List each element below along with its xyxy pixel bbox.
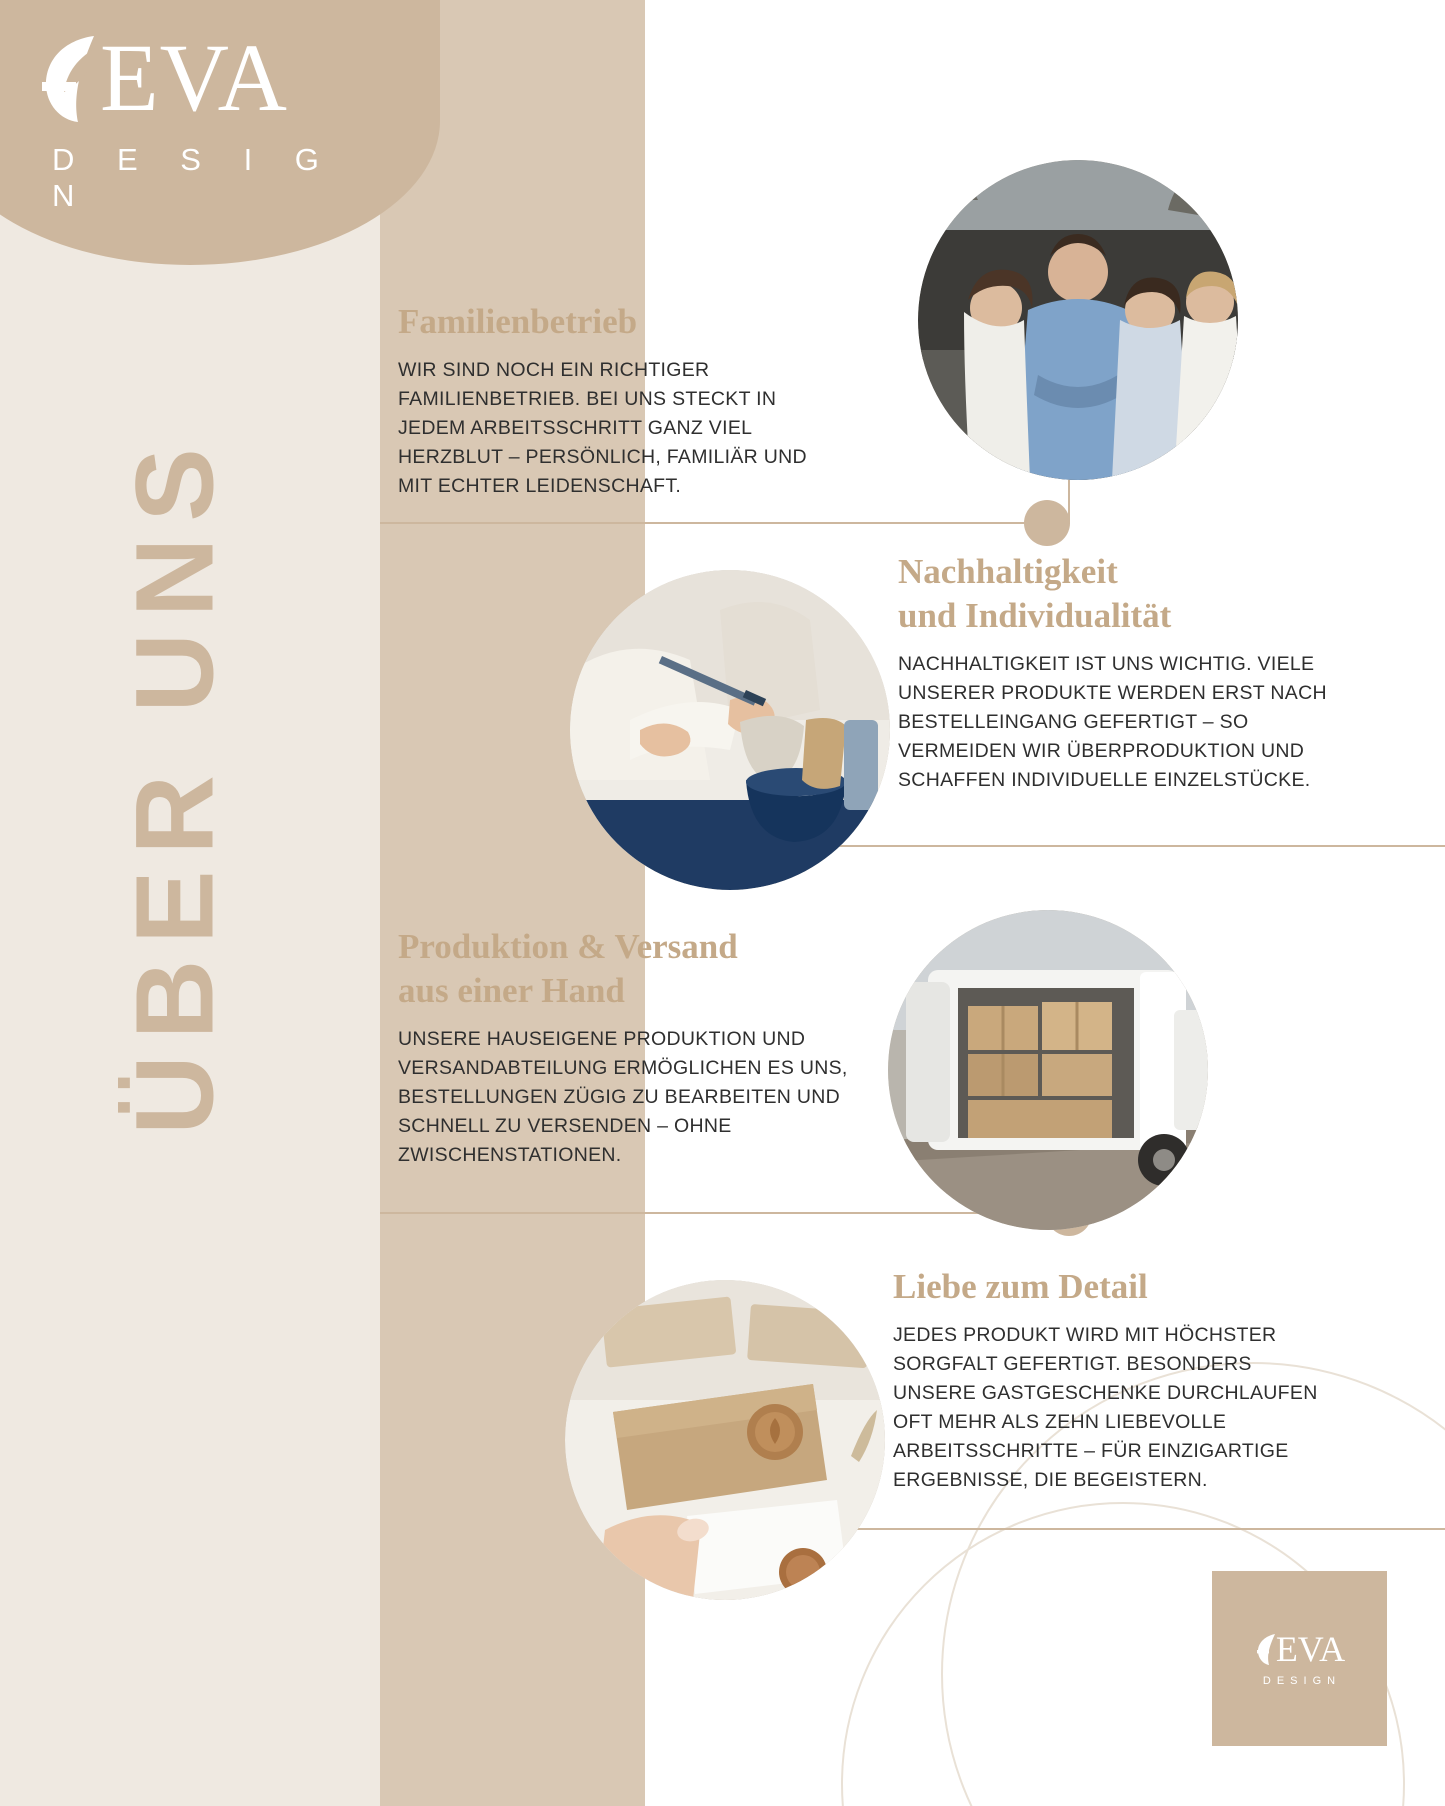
block-title-line-1: Produktion & Versand [398, 927, 738, 966]
footer-logo [1212, 1571, 1387, 1746]
block-liebe-zum-detail [893, 1265, 1323, 1495]
leaf-icon [34, 30, 108, 126]
block-title-line-2: aus einer Hand [398, 971, 625, 1010]
connector-dot [1024, 500, 1070, 546]
block-title: Familienbetrieb [398, 302, 638, 341]
delivery-van-photo [888, 910, 1208, 1230]
block-body: UNSERE HAUSEIGENE PRODUKTION UND VERSANDABTEILUNG ERMÖGLICHEN ES UNS, BESTELLUNGEN ZÜGIG ZU BEARBEITEN UND SCHNELL ZU VERSENDEN – OHNE ZWISCHENSTATIONEN. [398, 1028, 848, 1166]
block-body: NACHHALTIGKEIT IST UNS WICHTIG. VIELE UNSERER PRODUKTE WERDEN ERST NACH BESTELLEINGANG GEFERTIGT – SO VERMEIDEN WIR ÜBERPRODUKTION UND SCHAFFEN INDIVIDUELLE EINZELSTÜCKE. [898, 653, 1327, 791]
brand-logo [34, 24, 374, 214]
footer-brand-tagline: DESIGN [1262, 1674, 1342, 1687]
block-body: WIR SIND NOCH EIN RICHTIGER FAMILIENBETRIEB. BEI UNS STECKT IN JEDEM ARBEITSSCHRITT GANZ VIEL HERZBLUT – PERSÖNLICH, FAMILIÄR UND MIT ECHTER LEIDENSCHAFT. [398, 359, 807, 497]
block-produktion-versand [398, 925, 898, 1170]
connector-line [380, 522, 1070, 524]
block-title: Liebe zum Detail [893, 1267, 1148, 1306]
block-title-line-2: und Individualität [898, 596, 1172, 635]
footer-brand-name: EVA [1275, 1628, 1346, 1669]
connector-line [742, 845, 1445, 847]
page-title: ÜBER UNS [113, 432, 237, 1135]
place-cards-photo [565, 1280, 885, 1600]
brand-name: EVA [100, 24, 288, 131]
pottery-photo [570, 570, 890, 890]
brand-tagline: D E S I G N [52, 142, 336, 213]
block-body: JEDES PRODUKT WIRD MIT HÖCHSTER SORGFALT GEFERTIGT. BESONDERS UNSERE GASTGESCHENKE DURCHLAUFEN OFT MEHR ALS ZEHN LIEBEVOLLE ARBEITSSCHRITTE – FÜR EINZIGARTIGE ERGEBNISSE, DIE BEGEISTERN. [893, 1324, 1318, 1491]
block-title [898, 550, 1328, 638]
block-title [398, 925, 898, 1013]
block-nachhaltigkeit [898, 550, 1328, 795]
block-familienbetrieb [398, 300, 818, 501]
block-title-line-1: Nachhaltigkeit [898, 552, 1118, 591]
team-photo [918, 160, 1238, 480]
